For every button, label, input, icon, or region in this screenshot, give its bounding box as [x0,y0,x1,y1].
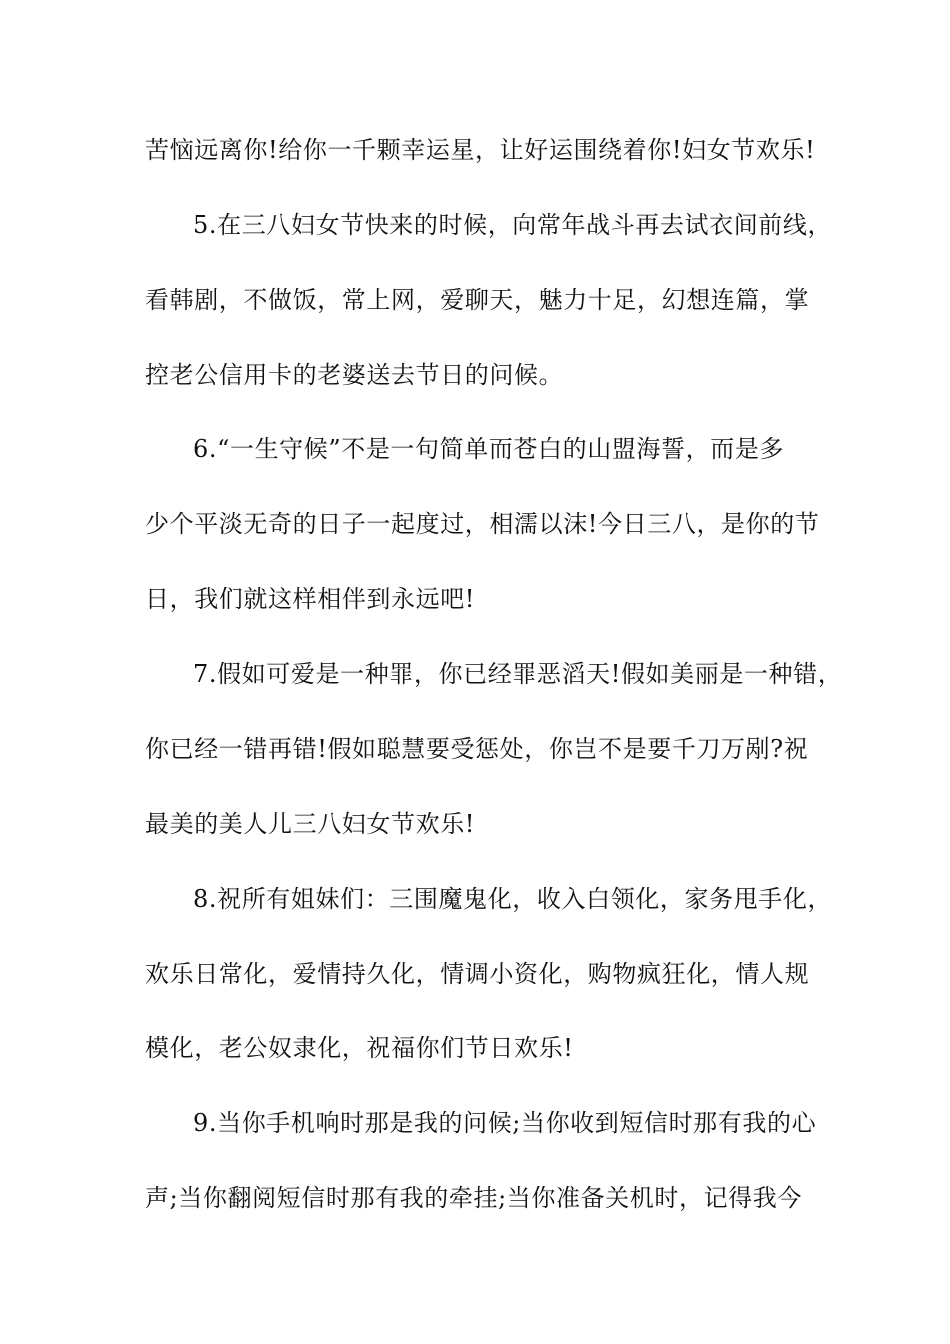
item-7-line-3: 最美的美人儿三八妇女节欢乐! [145,810,476,838]
item-6-line-2: 少个平淡无奇的日子一起度过，相濡以沫!今日三八，是你的节 [145,510,820,538]
item-5-line-2: 看韩剧，不做饭，常上网，爱聊天，魅力十足，幻想连篇，掌 [145,286,810,314]
item-6-line-1: 6.“一生守候”不是一句简单而苍白的山盟海誓，而是多 [193,435,785,463]
item-5-line-3: 控老公信用卡的老婆送去节日的问候。 [145,361,564,389]
item-5-line-1: 5.在三八妇女节快来的时候，向常年战斗再去试衣间前线， [193,211,833,239]
item-9-line-1: 9.当你手机响时那是我的问候;当你收到短信时那有我的心 [193,1109,817,1137]
text-line-1: 苦恼远离你!给你一千颗幸运星，让好运围绕着你!妇女节欢乐! [145,136,816,164]
item-7-line-2: 你已经一错再错!假如聪慧要受惩处，你岂不是要千刀万剐?祝 [145,735,809,763]
item-8-line-1: 8.祝所有姐妹们：三围魔鬼化，收入白领化，家务甩手化， [193,885,833,913]
item-8-line-3: 模化，老公奴隶化，祝福你们节日欢乐! [145,1034,574,1062]
item-6-line-3: 日，我们就这样相伴到永远吧! [145,585,476,613]
item-8-line-2: 欢乐日常化，爱情持久化，情调小资化，购物疯狂化，情人规 [145,960,810,988]
item-9-line-2: 声;当你翻阅短信时那有我的牵挂;当你准备关机时，记得我今 [145,1184,802,1212]
item-7-line-1: 7.假如可爱是一种罪，你已经罪恶滔天!假如美丽是一种错， [193,660,843,688]
